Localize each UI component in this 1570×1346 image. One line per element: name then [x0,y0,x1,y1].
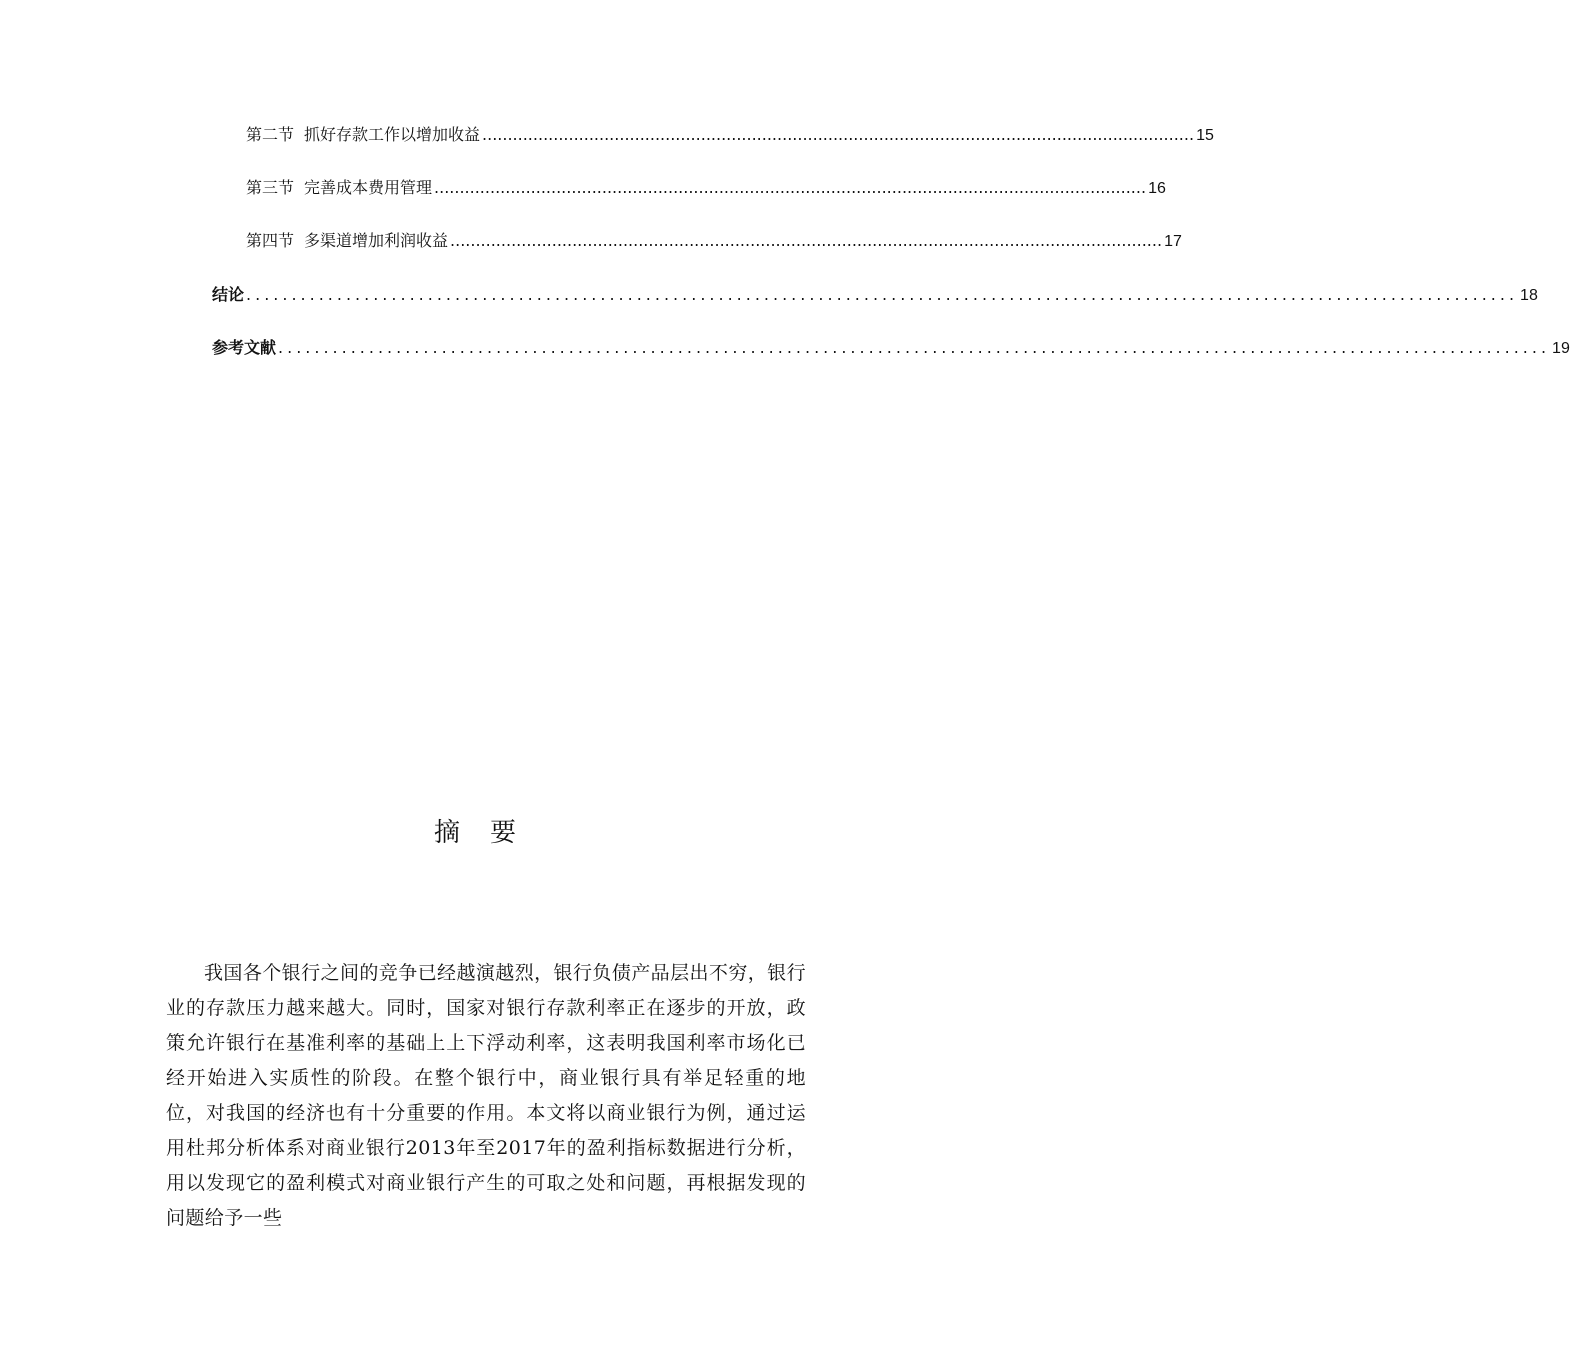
toc-entry-title: 完善成本费用管理 [304,178,433,197]
toc-page-number: 15 [1196,127,1214,144]
toc-entry[interactable] [212,284,1538,307]
toc-dot-leader: ............................................................................................................................................ [246,285,1519,304]
abstract-body: 我国各个银行之间的竞争已经越演越烈，银行负债产品层出不穷，银行业的存款压力越来越大。同时，国家对银行存款利率正在逐步的开放，政策允许银行在基准利率的基础上上下浮动利率，这表明我国利率市场化已经开始进入实质性的阶段。在整个银行中，商业银行具有举足轻重的地位，对我国的经济也有十分重要的作用。本文将以商业银行为例，通过运用杜邦分析体系对商业银行2013年至2017年的盈利指标数据进行分析，用以发现它的盈利模式对商业银行产生的可取之处和问题，再根据发现的问题给予一些 [166,962,806,1229]
toc-dot-leader: ............................................................................................................................................ [450,231,1163,250]
toc-entry[interactable] [246,124,1214,147]
toc-entry[interactable] [246,177,1166,200]
toc-dot-leader: ............................................................................................................................................ [482,125,1195,144]
toc-section-number: 第三节 [246,178,295,197]
toc-section-number: 第二节 [246,125,295,144]
toc-page-number: 19 [1552,340,1570,357]
toc-page-number: 16 [1148,180,1166,197]
toc-entry-title: 参考文献 [212,338,277,357]
abstract-heading: 摘要 [433,818,546,848]
toc-entry[interactable] [212,337,1570,360]
toc-dot-leader: ............................................................................................................................................ [434,178,1147,197]
toc-page-number: 18 [1520,287,1538,304]
toc-page-number: 17 [1164,233,1182,250]
toc-entry-title: 抓好存款工作以增加收益 [304,125,481,144]
toc-entry[interactable] [246,230,1182,253]
toc-entry-title: 结论 [212,285,245,304]
toc-entry-title: 多渠道增加利润收益 [304,231,449,250]
toc-section-number: 第四节 [246,231,295,250]
toc-dot-leader: ............................................................................................................................................ [278,338,1551,357]
